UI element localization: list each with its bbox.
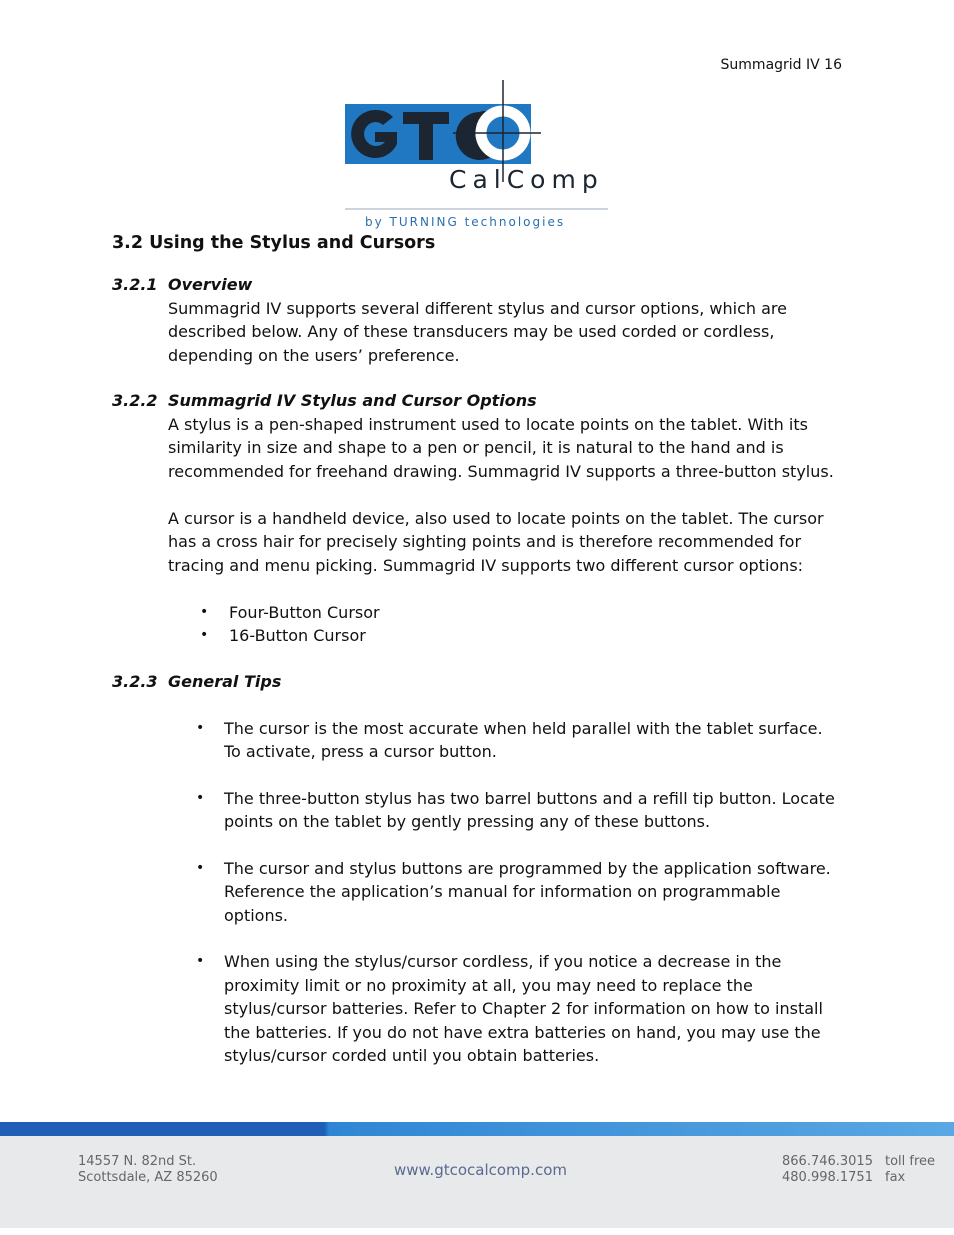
phone-number: 480.998.1751 <box>782 1170 873 1185</box>
tips-list <box>112 717 842 1068</box>
footer-website-link[interactable]: www.gtcocalcomp.com <box>394 1161 567 1179</box>
subsection-title: Summagrid IV Stylus and Cursor Options <box>168 391 537 410</box>
footer-phone-labels <box>885 1154 935 1186</box>
footer-color-bar <box>0 1122 954 1136</box>
list-item: • The cursor is the most accurate when held parallel with the tablet surface. To activate, press a cursor button. <box>168 717 842 764</box>
footer-address <box>78 1154 218 1186</box>
paragraph: A cursor is a handheld device, also used to locate points on the tablet. The cursor has a cross hair for precisely sighting points and is therefore recommended for tracing and menu picking. Summagrid IV supports two different cursor options: <box>168 508 824 575</box>
address-line: Scottsdale, AZ 85260 <box>78 1170 218 1185</box>
phone-label: fax <box>885 1170 906 1185</box>
paragraph: A stylus is a pen-shaped instrument used to locate points on the tablet. With its similarity in size and shape to a pen or pencil, it is natural to the hand and is recommended for freehand drawing. Summagrid IV supports a three-button stylus. <box>168 414 834 481</box>
subsection-heading <box>112 670 842 694</box>
phone-number: 866.746.3015 <box>782 1154 873 1169</box>
subsection-number: 3.2.3 <box>112 671 158 691</box>
subsection-heading <box>112 273 842 297</box>
logo-calcomp-text: CalComp <box>449 165 604 194</box>
subsection-overview <box>112 273 842 367</box>
page-header: Summagrid IV 16 <box>720 57 842 73</box>
list-item: • The three-button stylus has two barrel buttons and a refill tip button. Locate points on the tablet by gently pressing any of these buttons. <box>168 787 842 834</box>
list-item: • When using the stylus/cursor cordless, if you notice a decrease in the proximity limit or no proximity at all, you may need to replace the stylus/cursor batteries. Refer to Chapter 2 for information on how to install the batteries. If you do not have extra batteries on hand, you may use the stylus/cursor corded until you obtain batteries. <box>168 950 842 1068</box>
list-item: • 16-Button Cursor <box>229 624 842 648</box>
footer-phones <box>782 1154 873 1186</box>
list-item: • Four-Button Cursor <box>229 601 842 625</box>
page-footer <box>0 1122 954 1228</box>
subsection-options <box>112 389 842 648</box>
gtco-calcomp-logo <box>343 78 613 230</box>
subsection-number: 3.2.2 <box>112 391 158 410</box>
main-content <box>112 230 842 1090</box>
subsection-title: Overview <box>168 275 253 294</box>
list-item: • The cursor and stylus buttons are programmed by the application software. Reference the application’s manual for information on programmable options. <box>168 857 842 928</box>
subsection-number: 3.2.1 <box>112 275 158 294</box>
paragraph: Summagrid IV supports several different stylus and cursor options, which are described below. Any of these transducers may be used corded or cordless, depending on the users’ preference. <box>168 298 787 365</box>
logo-tagline: by TURNING technologies <box>365 215 566 229</box>
subsection-tips <box>112 670 842 1068</box>
address-line: 14557 N. 82nd St. <box>78 1154 197 1169</box>
phone-label: toll free <box>885 1154 936 1169</box>
section-title: 3.2 Using the Stylus and Cursors <box>112 233 436 253</box>
subsection-title: General Tips <box>168 671 282 691</box>
cursor-options-list <box>168 601 842 648</box>
subsection-heading <box>112 389 842 413</box>
